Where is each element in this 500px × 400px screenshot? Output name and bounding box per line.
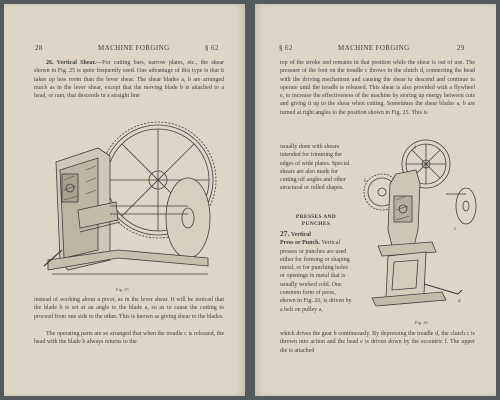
right-running-title: MACHINE FORGING [338,44,410,52]
right-page-header [255,44,496,54]
right-bottom-text: which drives the gear b continuously. By depressing the treadle d, the clutch c is thrown into action and the head e is driven down by the eccentric f. The upper die is attached [280,331,475,354]
presses-subheading [280,214,352,228]
press-heading-title-1: Vertical [290,232,311,238]
section-title: Vertical Shear. [56,60,97,66]
right-paragraph-bottom [280,330,475,355]
left-section-mark: § 62 [205,44,219,52]
press-heading-title-2: Press or Punch. [280,240,320,247]
left-page-header [4,44,245,54]
press-heading-number: 27. [280,229,290,238]
right-page [255,4,496,396]
right-paragraph-1 [280,59,475,117]
left-para2-text: instead of working about a pivot, as in the lever shear. It will be noticed that the blade b is set at an angle to the blade a, so as to cause the cutting to proceed from one side to the other. This is known as giving shear to the blades. [34,297,224,320]
svg-text:d: d [458,299,461,304]
svg-text:b: b [364,179,367,184]
right-narrow1-text: usually done with shears intended for trimming the edges of wide plates. Special shears are also made for cutting off angles and other structural or rolled shapes. [280,144,350,192]
right-section-mark: § 62 [279,44,293,52]
right-narrow2-text: Vertical presses or punches are used either for forming or shaping metal, or for punching holes or openings in metal that is usually worked cold. One common form of press, shown in Fig. 26, is driven by a belt on pulley a, [280,240,352,313]
subheading-line-2: PUNCHES [301,221,331,227]
left-running-title: MACHINE FORGING [98,44,170,52]
right-page-number: 29 [457,44,465,52]
right-para1-text: top of the stroke and remains in that position while the shear is out of use. The pressure of the foot on the treadle c throws in the clutch d, connecting the head with the driving mechanism and causing the shear to descend and continue to operate until the treadle is released. This shear is also provided with a flywheel e, to increase the effectiveness of the machine by storing up energy between cuts and giving it up to the shear when cutting. Sometimes the shear blades a, b are turned at right angles to the position shown in Fig. 25. This is [280,60,475,116]
left-para1-text: —For cutting bars, narrow plates, etc., the shear shown in Fig. 25 is quite frequently used. One advantage of this type is that it takes up less room than the lever shear. The shear blades a, b are arranged much as in the lever shear, except that the moving blade b is attached to a head, or ram, that descends in a straight line [34,60,224,100]
right-figure-caption: Fig. 26 [415,320,428,325]
left-page [4,4,245,396]
right-narrow-column-1 [280,143,352,193]
right-narrow-column-2 [280,230,352,314]
left-figure-caption: Fig. 25 [116,287,129,292]
subheading-line-1: PRESSES AND [295,214,337,220]
left-paragraph-3 [34,330,224,347]
section-number: 26. [46,60,54,66]
left-paragraph-2 [34,296,224,321]
vertical-press-figure [358,134,488,309]
svg-text:c: c [454,227,457,232]
svg-text:a: a [414,145,417,150]
left-page-number: 28 [35,44,43,52]
left-para3-text: The operating parts are so arranged that when the treadle c is released, the head with the blade b always returns to the [34,331,224,346]
left-paragraph-1 [34,59,224,100]
vertical-shear-figure [38,110,223,282]
